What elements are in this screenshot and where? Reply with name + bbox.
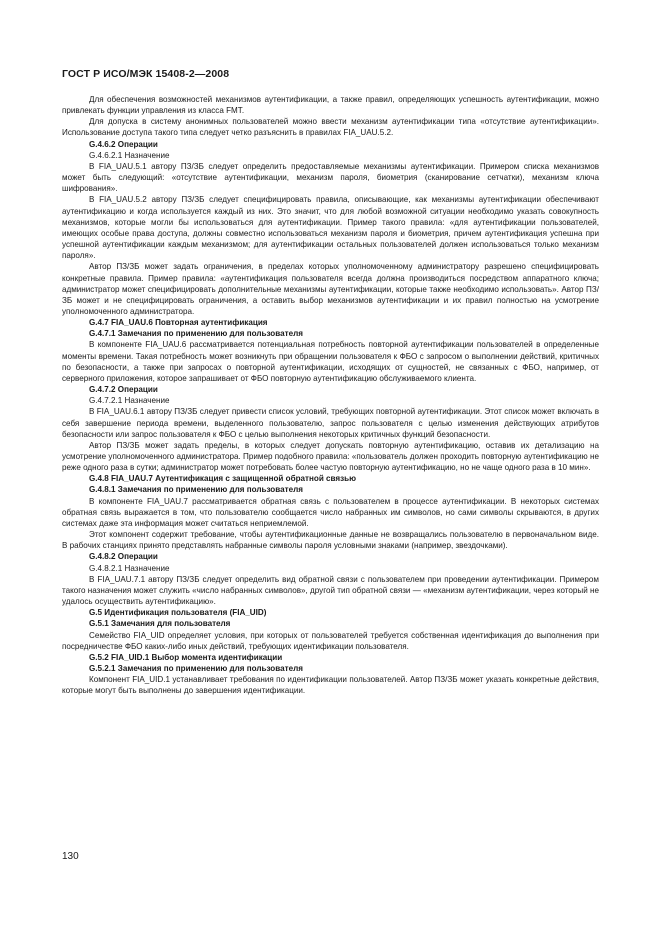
section-heading: G.4.8 FIA_UAU.7 Аутентификация с защищенной обратной связью xyxy=(89,474,357,484)
document-body xyxy=(62,94,599,696)
section-heading: G.4.6.2 Операции xyxy=(89,139,158,149)
document-header: ГОСТ Р ИСО/МЭК 15408-2—2008 xyxy=(62,68,230,80)
section-heading: G.5.2 FIA_UID.1 Выбор момента идентификации xyxy=(89,652,283,662)
section-heading: G.4.8.1 Замечания по применению для пользователя xyxy=(89,485,303,495)
paragraph: Этот компонент содержит требование, чтобы аутентификационные данные не возвращались пользователю в первоначальном виде. В рабочих станциях принято представлять набранные символы пароля условными знаками (например, звездочками). xyxy=(62,530,599,551)
subsection-label: G.4.7.2.1 Назначение xyxy=(89,396,170,406)
paragraph: В FIA_UAU.5.1 автору ПЗ/ЗБ следует определить предоставляемые механизмы аутентификации. Примером списка механизмов может быть следующий: «отсутствие аутентификации, механизм пароля, биометрия (сканирование сетчатки), механизм ключа шифрования». xyxy=(62,161,599,194)
paragraph: В FIA_UAU.7.1 автору ПЗ/ЗБ следует определить вид обратной связи с пользователем при проведении аутентификации. Примером такого назначения может служить «число набранных символов», другой тип обратной связи — «механизм аутентификации, через который не удалось осуществить аутентификацию». xyxy=(62,574,599,607)
paragraph: В FIA_UAU.5.2 автору ПЗ/ЗБ следует специфицировать правила, описывающие, как механизмы аутентификации обеспечивают аутентификацию и когда используется каждый из них. Это значит, что для любой возможной ситуации необходимо указать совокупность механизмов, которые могли бы использоваться для аутентификации. Пример такого правила: «для аутентификации пользователей, имеющих особые права доступа, должны совместно использоваться механизм пароля и биометрия, причем аутентификация успешна при успешной аутентификации каждым механизмом; для аутентификации остальных пользователей должен использоваться только механизм пароля». xyxy=(62,195,599,261)
paragraph: Семейство FIA_UID определяет условия, при которых от пользователей требуется собственная идентификация до выполнения при посредничестве ФБО каких-либо иных действий, требующих идентификации пользователя. xyxy=(62,630,599,651)
paragraph: В компоненте FIA_UAU.7 рассматривается обратная связь с пользователем в процессе аутентификации. В некоторых системах обратная связь выражается в том, что пользователю сообщается число набранных им символов, но сами символы скрываются, в других системах даже эта информация может считаться неприемлемой. xyxy=(62,496,599,528)
paragraph: Для обеспечения возможностей механизмов аутентификации, а также правил, определяющих успешность аутентификации, можно привлекать функции управления из класса FMT. xyxy=(62,95,599,116)
section-heading: G.4.8.2 Операции xyxy=(89,552,158,562)
paragraph: Автор ПЗ/ЗБ может задать пределы, в которых следует допускать повторную аутентификацию, оставив их детализацию на усмотрение уполномоченного администратора. Пример подобного правила: «пользователь должен проходить повторную аутентификацию не реже одного раза в сутки; администратор может потребовать более частую повторную аутентификацию, но не чаще одного раза в 10 мин». xyxy=(62,440,599,473)
subsection-label: G.4.6.2.1 Назначение xyxy=(89,150,170,160)
section-heading: G.5.2.1 Замечания по применению для пользователя xyxy=(89,663,303,673)
section-heading: G.5 Идентификация пользователя (FIA_UID) xyxy=(89,608,267,618)
section-heading: G.4.7.1 Замечания по применению для пользователя xyxy=(89,329,303,339)
page-number: 130 xyxy=(62,851,79,862)
subsection-label: G.4.8.2.1 Назначение xyxy=(89,563,170,573)
paragraph: Для допуска в систему анонимных пользователей можно ввести механизм аутентификации типа «отсутствие аутентификации». Использование доступа такого типа следует четко разъяснить в правилах FIA_UAU.5.2. xyxy=(62,117,599,138)
section-heading: G.4.7.2 Операции xyxy=(89,385,158,395)
paragraph: В компоненте FIA_UAU.6 рассматривается потенциальная потребность повторной аутентификации пользователей в определенные моменты времени. Такая потребность может возникнуть при обращении пользователя к ФБО с запросом о выполнении действий, критичных по безопасности, а также при запросах о повторной аутентификации, исходящих от сущностей, не связанных с ФБО, например, от серверного приложения, которое запрашивает от ФБО повторную аутентификацию обслуживаемого клиента. xyxy=(62,340,599,383)
paragraph: Компонент FIA_UID.1 устанавливает требования по идентификации пользователей. Автор ПЗ/ЗБ может указать конкретные действия, которые могут быть выполнены до завершения идентификации. xyxy=(62,675,599,696)
section-heading: G.4.7 FIA_UAU.6 Повторная аутентификация xyxy=(89,318,268,328)
paragraph: В FIA_UAU.6.1 автору ПЗ/ЗБ следует привести список условий, требующих повторной аутентификации. Этот список может включать в себя завершение периода времени, выделенного пользователю, запрос пользователя с целью изменения действующих атрибутов безопасности или запрос пользователя к ФБО с целью выполнения некоторых критичных функций безопасности. xyxy=(62,407,599,439)
paragraph: Автор ПЗ/ЗБ может задать ограничения, в пределах которых уполномоченному администратору разрешено специфицировать конкретные правила. Пример правила: «аутентификация пользователя всегда должна производиться посредством аппаратного ключа; администратор может специфицировать дополнительные механизмы аутентификации, которые также необходимо использовать». Автор ПЗ/ЗБ может и не специфицировать ограничения, а оставить выбор механизмов аутентификации и их правил полностью на усмотрение уполномоченного администратора. xyxy=(62,262,599,316)
section-heading: G.5.1 Замечания для пользователя xyxy=(89,619,231,629)
